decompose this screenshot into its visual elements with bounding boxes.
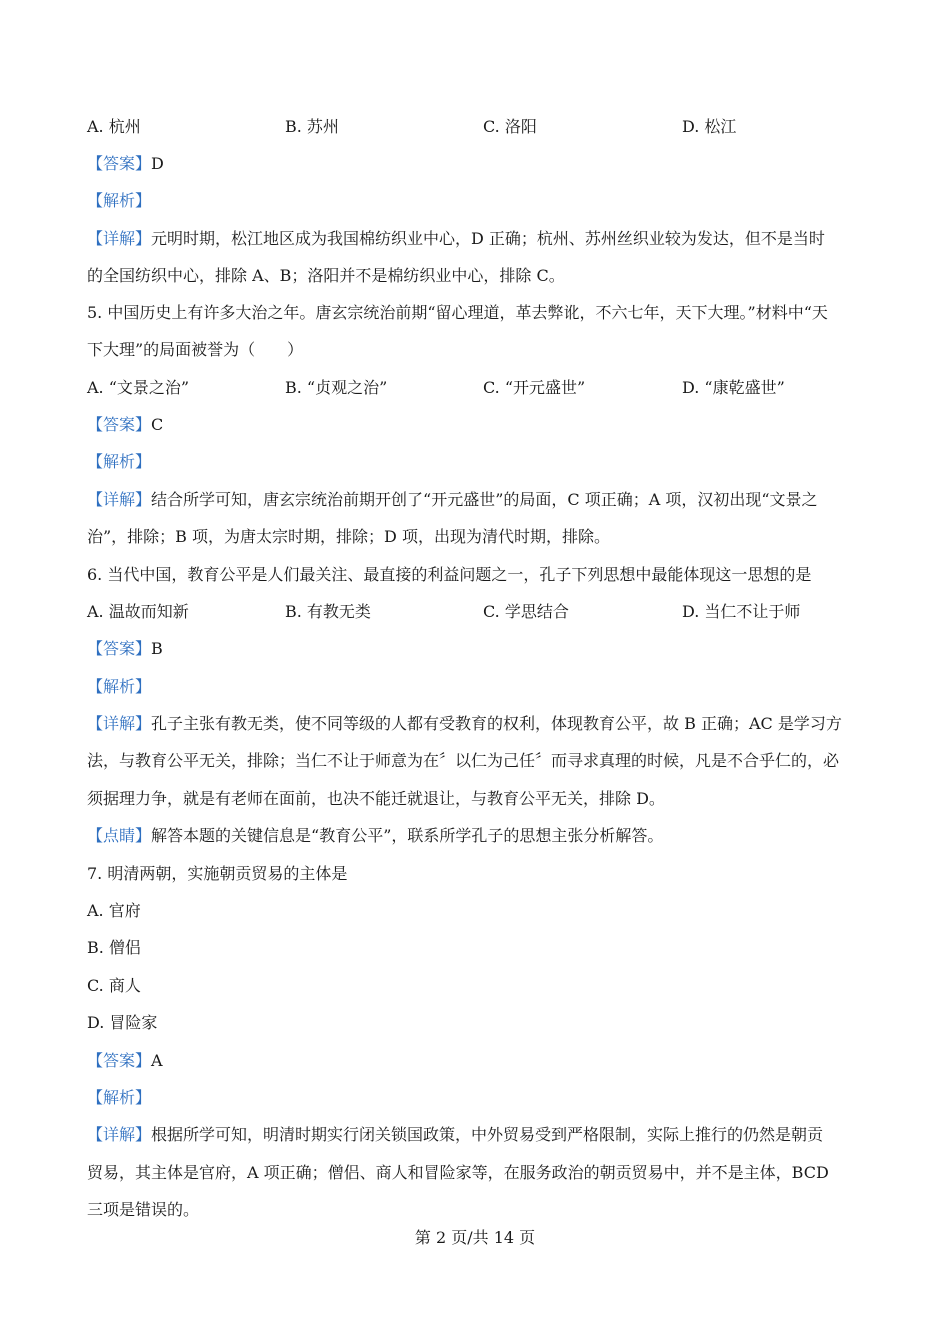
detail-text: 元明时期，松江地区成为我国棉纺织业中心，D 正确；杭州、苏州丝织业较为发达，但不是当时 xyxy=(151,229,825,248)
detail-tag: 【详解】 xyxy=(87,229,152,248)
q6-option-b: B. 有教无类 xyxy=(285,602,371,621)
comment-text: 解答本题的关键信息是“教育公平”，联系所学孔子的思想主张分析解答。 xyxy=(151,826,664,845)
q5-answer xyxy=(87,415,867,435)
q7-detail-line-1 xyxy=(87,1125,867,1145)
q7-option-c: C. 商人 xyxy=(87,976,141,995)
analysis-tag: 【解析】 xyxy=(87,452,152,471)
answer-tag: 【答案】 xyxy=(87,154,152,173)
q6-detail-line-1 xyxy=(87,714,867,734)
answer-tag: 【答案】 xyxy=(87,639,152,658)
q7-detail-line-3: 三项是错误的。 xyxy=(87,1200,200,1219)
q6-question: 6. 当代中国，教育公平是人们最关注、最直接的利益问题之一，孔子下列思想中最能体现这一思想的是 xyxy=(87,565,812,584)
q4-option-a: A. 杭州 xyxy=(87,117,141,136)
q4-analysis xyxy=(87,191,867,211)
q6-detail-line-3: 须据理力争，就是有老师在面前，也决不能迁就退让，与教育公平无关，排除 D。 xyxy=(87,789,665,808)
detail-text: 孔子主张有教无类，使不同等级的人都有受教育的权利，体现教育公平，故 B 正确；AC 是学习方 xyxy=(151,714,842,733)
q4-detail-line-2: 的全国纺织中心，排除 A、B；洛阳并不是棉纺织业中心，排除 C。 xyxy=(87,266,565,285)
q7-detail-line-2: 贸易，其主体是官府，A 项正确；僧侣、商人和冒险家等，在服务政治的朝贡贸易中，并不是主体，BCD xyxy=(87,1163,829,1182)
q5-detail-line-2: 治”，排除；B 项，为唐太宗时期，排除；D 项，出现为清代时期，排除。 xyxy=(87,527,610,546)
detail-tag: 【详解】 xyxy=(87,490,152,509)
q7-analysis xyxy=(87,1088,867,1108)
answer-value: B xyxy=(151,639,163,658)
analysis-tag: 【解析】 xyxy=(87,191,152,210)
q4-options xyxy=(87,117,887,137)
page-footer: 第 2 页/共 14 页 xyxy=(414,1228,536,1247)
q6-option-d: D. 当仁不让于师 xyxy=(682,602,801,621)
q5-question-line-2: 下大理”的局面被誉为（ ） xyxy=(87,340,304,359)
answer-tag: 【答案】 xyxy=(87,1051,152,1070)
q5-detail-line-1 xyxy=(87,490,867,510)
analysis-tag: 【解析】 xyxy=(87,1088,152,1107)
detail-text: 结合所学可知，唐玄宗统治前期开创了“开元盛世”的局面，C 项正确；A 项，汉初出现“文景之 xyxy=(151,490,818,509)
q5-analysis xyxy=(87,452,867,472)
q4-option-b: B. 苏州 xyxy=(285,117,339,136)
q7-option-a: A. 官府 xyxy=(87,901,141,920)
q6-answer xyxy=(87,639,867,659)
q5-option-d: D. “康乾盛世” xyxy=(682,378,785,397)
q5-option-c: C. “开元盛世” xyxy=(483,378,586,397)
q5-question-line-1: 5. 中国历史上有许多大治之年。唐玄宗统治前期“留心理道，革去弊讹，不六七年，天下大理。”材料中“天 xyxy=(87,303,828,322)
answer-tag: 【答案】 xyxy=(87,415,152,434)
q6-option-c: C. 学思结合 xyxy=(483,602,569,621)
q4-option-d: D. 松江 xyxy=(682,117,737,136)
q6-option-a: A. 温故而知新 xyxy=(87,602,189,621)
answer-value: C xyxy=(151,415,164,434)
q6-comment xyxy=(87,826,867,846)
q5-option-a: A. “文景之治” xyxy=(87,378,190,397)
detail-tag: 【详解】 xyxy=(87,1125,152,1144)
answer-value: D xyxy=(151,154,164,173)
analysis-tag: 【解析】 xyxy=(87,677,152,696)
q4-option-c: C. 洛阳 xyxy=(483,117,537,136)
q6-options xyxy=(87,602,887,622)
comment-tag: 【点睛】 xyxy=(87,826,152,845)
q6-analysis xyxy=(87,677,867,697)
q5-options xyxy=(87,378,887,398)
q5-option-b: B. “贞观之治” xyxy=(285,378,388,397)
q4-detail-line-1 xyxy=(87,229,867,249)
q7-option-b: B. 僧侣 xyxy=(87,938,141,957)
q7-answer xyxy=(87,1051,867,1071)
q6-detail-line-2: 法，与教育公平无关，排除；当仁不让于师意为在〞以仁为己任〞而寻求真理的时候，凡是不合乎仁的，必 xyxy=(87,751,840,770)
detail-text: 根据所学可知，明清时期实行闭关锁国政策，中外贸易受到严格限制，实际上推行的仍然是朝贡 xyxy=(151,1125,824,1144)
q7-option-d: D. 冒险家 xyxy=(87,1013,158,1032)
q7-question: 7. 明清两朝，实施朝贡贸易的主体是 xyxy=(87,864,348,883)
q4-answer xyxy=(87,154,867,174)
answer-value: A xyxy=(151,1051,163,1070)
detail-tag: 【详解】 xyxy=(87,714,152,733)
